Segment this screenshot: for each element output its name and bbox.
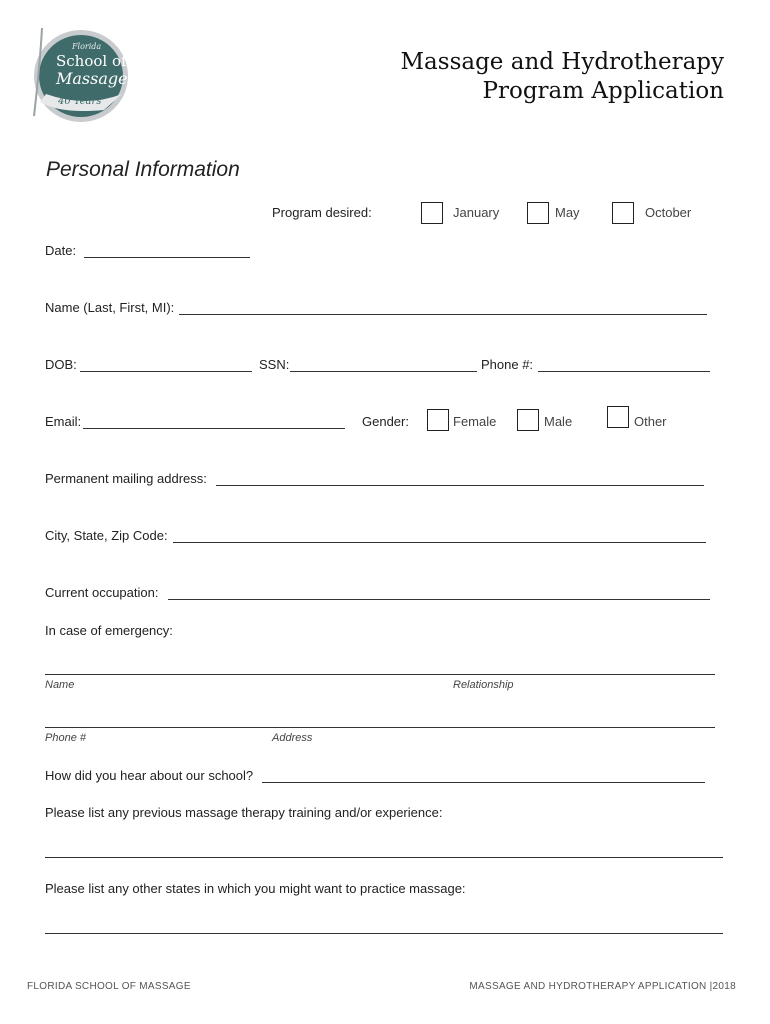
- date-field[interactable]: [84, 257, 250, 258]
- emergency-relationship-caption: Relationship: [453, 679, 514, 691]
- dob-field[interactable]: [80, 371, 252, 372]
- hear-about-label: How did you hear about our school?: [45, 768, 254, 783]
- name-field[interactable]: [179, 314, 707, 315]
- phone-field[interactable]: [538, 371, 710, 372]
- gender-male-checkbox[interactable]: [517, 409, 539, 431]
- ssn-label: SSN:: [259, 357, 290, 372]
- emergency-name-relationship-field[interactable]: [45, 674, 715, 675]
- city-state-zip-label: City, State, Zip Code:: [45, 528, 168, 543]
- footer-left: FLORIDA SCHOOL OF MASSAGE: [27, 981, 191, 992]
- emergency-name-caption: Name: [45, 679, 75, 691]
- training-field[interactable]: [45, 857, 723, 858]
- city-state-zip-field[interactable]: [173, 542, 706, 543]
- ssn-field[interactable]: [290, 371, 477, 372]
- gender-male-label: Male: [544, 414, 573, 429]
- emergency-phone-caption: Phone #: [45, 732, 86, 744]
- gender-other-label: Other: [634, 414, 667, 429]
- email-field[interactable]: [83, 428, 345, 429]
- form-title-line1: Massage and Hydrotherapy: [400, 49, 724, 75]
- footer-right: MASSAGE AND HYDROTHERAPY APPLICATION |2018: [469, 981, 736, 992]
- program-october-checkbox[interactable]: [612, 202, 634, 224]
- program-january-label: January: [453, 205, 500, 220]
- gender-label: Gender:: [362, 414, 409, 429]
- hear-about-field[interactable]: [262, 782, 705, 783]
- date-label: Date:: [45, 243, 77, 258]
- school-logo: [26, 24, 132, 124]
- gender-other-checkbox[interactable]: [607, 406, 629, 428]
- emergency-phone-address-field[interactable]: [45, 727, 715, 728]
- occupation-label: Current occupation:: [45, 585, 159, 600]
- occupation-field[interactable]: [168, 599, 710, 600]
- program-january-checkbox[interactable]: [421, 202, 443, 224]
- logo-line1: Florida: [72, 42, 102, 51]
- permanent-address-field[interactable]: [216, 485, 704, 486]
- dob-label: DOB:: [45, 357, 77, 372]
- gender-female-label: Female: [453, 414, 497, 429]
- form-title: [324, 48, 724, 106]
- emergency-label: In case of emergency:: [45, 623, 173, 638]
- phone-label: Phone #:: [481, 357, 534, 372]
- other-states-label: Please list any other states in which you might want to practice massage:: [45, 881, 466, 896]
- form-title-line2: Program Application: [482, 78, 724, 104]
- email-label: Email:: [45, 414, 82, 429]
- program-may-checkbox[interactable]: [527, 202, 549, 224]
- other-states-field[interactable]: [45, 933, 723, 934]
- section-title: Personal Information: [46, 158, 240, 181]
- program-october-label: October: [645, 205, 692, 220]
- logo-line2: School of: [56, 52, 127, 70]
- program-may-label: May: [555, 205, 580, 220]
- logo-badge: 40 Years: [58, 96, 102, 107]
- logo-line3: Massage: [56, 69, 128, 88]
- name-label: Name (Last, First, MI):: [45, 300, 175, 315]
- training-label: Please list any previous massage therapy training and/or experience:: [45, 805, 443, 820]
- permanent-address-label: Permanent mailing address:: [45, 471, 207, 486]
- program-label: Program desired:: [272, 205, 372, 220]
- gender-female-checkbox[interactable]: [427, 409, 449, 431]
- emergency-address-caption: Address: [272, 732, 313, 744]
